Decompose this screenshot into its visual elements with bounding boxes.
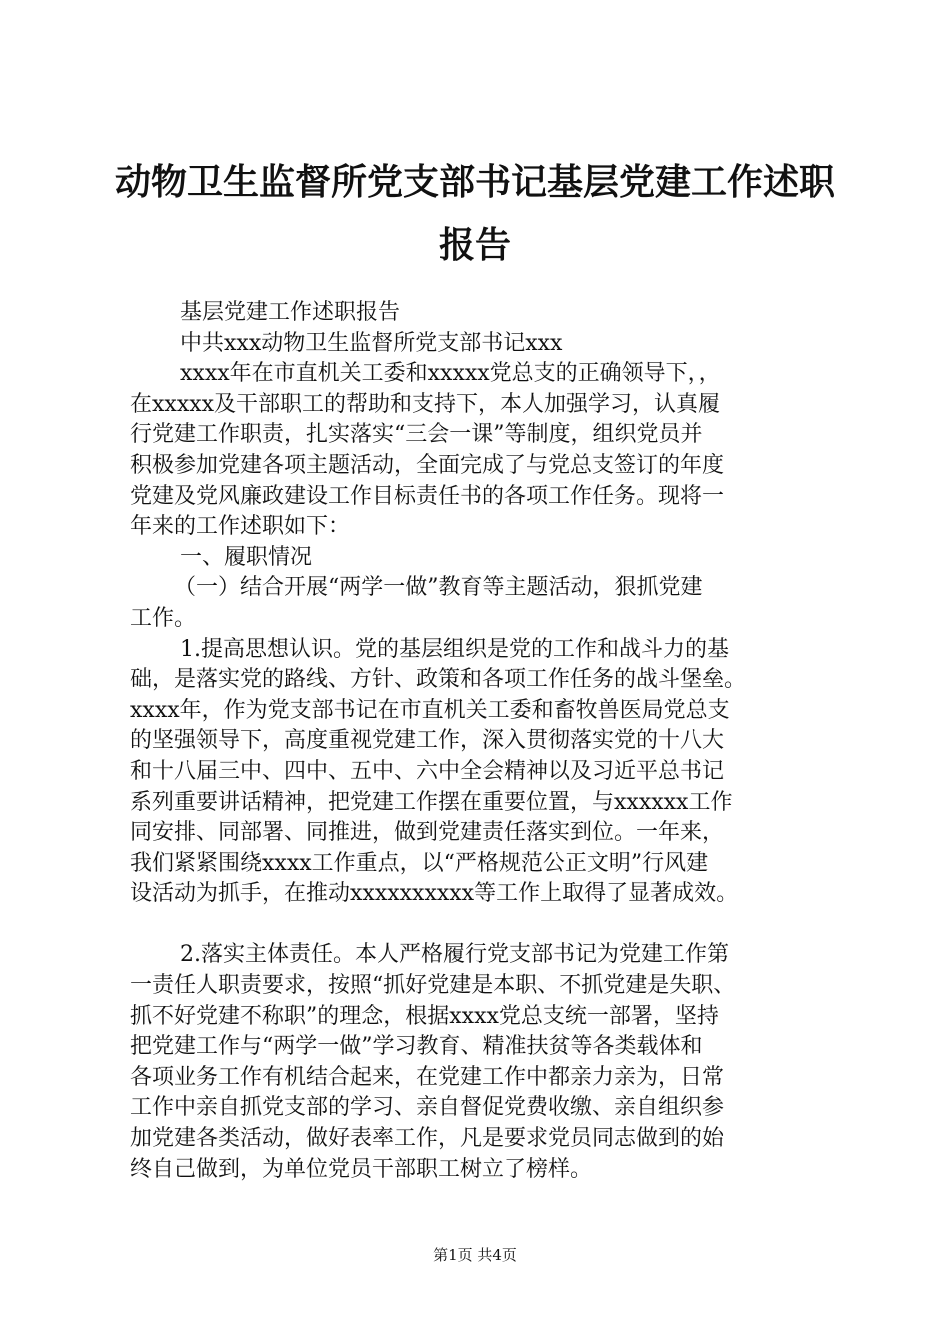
paragraph-line: 行党建工作职责，扎实落实“三会一课”等制度，组织党员并	[130, 422, 703, 448]
document-title-line-2: 报告	[438, 224, 511, 266]
paragraph-line: 设活动为抓手，在推动xxxxxxxxxx等工作上取得了显著成效。	[130, 881, 739, 907]
author-line: 中共xxx动物卫生监督所党支部书记xxx	[180, 330, 563, 356]
document-body	[130, 298, 840, 1185]
paragraph-line: 础，是落实党的路线、方针、政策和各项工作任务的战斗堡垒。	[130, 667, 747, 693]
subtitle-line: 基层党建工作述职报告	[180, 300, 401, 325]
paragraph-line: 年来的工作述职如下：	[130, 514, 351, 540]
paragraph-line: 2.落实主体责任。本人严格履行党支部书记为党建工作第	[180, 942, 729, 968]
paragraph-line: 的坚强领导下，高度重视党建工作，深入贯彻落实党的十八大	[130, 728, 725, 754]
paragraph-line: 党建及党风廉政建设工作目标责任书的各项工作任务。现将一	[130, 483, 725, 509]
paragraph-line: 把党建工作与“两学一做”学习教育、精准扶贫等各类载体和	[130, 1034, 703, 1060]
paragraph-line: 积极参加党建各项主题活动，全面完成了与党总支签订的年度	[130, 452, 725, 478]
paragraph-line: xxxx年在市直机关工委和xxxxx党总支的正确领导下，，	[180, 361, 721, 387]
paragraph-line: 同安排、同部署、同推进，做到党建责任落实到位。一年来，	[130, 820, 725, 846]
subsection-heading: （一）结合开展“两学一做”教育等主题活动，狠抓党建	[174, 575, 703, 601]
section-heading: 一、履职情况	[180, 544, 313, 570]
paragraph-line: 系列重要讲话精神，把党建工作摆在重要位置，与xxxxxx工作	[130, 789, 733, 815]
paragraph-line: 我们紧紧围绕xxxx工作重点，以“严格规范公正文明”行风建	[130, 850, 709, 876]
paragraph-line: 在xxxxx及干部职工的帮助和支持下，本人加强学习，认真履	[130, 391, 721, 417]
document-title-line-1: 动物卫生监督所党支部书记基层党建工作述职	[114, 161, 835, 203]
paragraph-line: 终自己做到，为单位党员干部职工树立了榜样。	[130, 1156, 593, 1182]
paragraph-line: xxxx年，作为党支部书记在市直机关工委和畜牧兽医局党总支	[130, 697, 730, 723]
paragraph-line: 抓不好党建不称职”的理念，根据xxxx党总支统一部署，坚持	[130, 1003, 719, 1029]
paragraph-line: 加党建各类活动，做好表率工作，凡是要求党员同志做到的始	[130, 1126, 725, 1152]
paragraph-spacer	[130, 910, 840, 941]
paragraph-line: 各项业务工作有机结合起来，在党建工作中都亲力亲为，日常	[130, 1064, 725, 1090]
subsection-heading-continued: 工作。	[130, 605, 197, 631]
page-number-footer: 第1页 共4页	[433, 1246, 517, 1264]
paragraph-line: 一责任人职责要求，按照“抓好党建是本职、不抓党建是失职、	[130, 973, 736, 999]
paragraph-line: 工作中亲自抓党支部的学习、亲自督促党费收缴、亲自组织参	[130, 1095, 725, 1121]
paragraph-line: 1.提高思想认识。党的基层组织是党的工作和战斗力的基	[180, 636, 729, 662]
paragraph-line: 和十八届三中、四中、五中、六中全会精神以及习近平总书记	[130, 758, 725, 784]
